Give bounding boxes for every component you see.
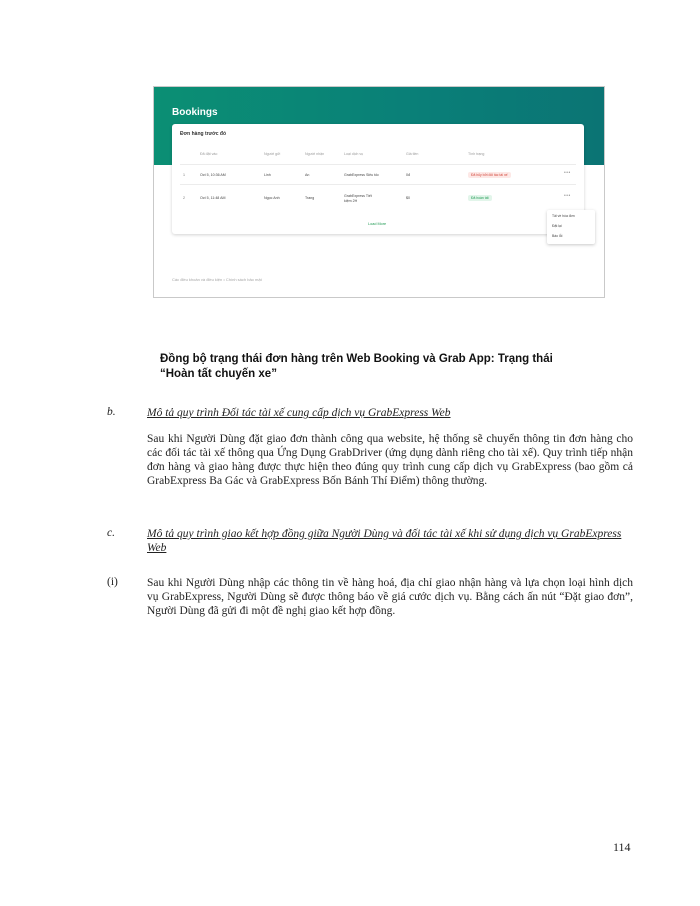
row-sender: Ngọc Anh (264, 196, 280, 200)
row-sender: Linh (264, 173, 271, 177)
footer-links[interactable]: Các điều khoản và điều kiện • Chính sách bảo mật (172, 277, 262, 282)
menu-item-rebook[interactable]: Đặt lại (552, 224, 562, 228)
figure-caption: Đồng bộ trạng thái đơn hàng trên Web Booking và Grab App: Trạng thái “Hoàn tất chuyến xe” (160, 353, 553, 380)
column-status: Tình trạng (468, 152, 485, 156)
section-b-marker: b. (107, 406, 116, 418)
page-number: 114 (613, 840, 631, 854)
booking-screenshot (153, 86, 605, 298)
row-actions-menu (547, 210, 595, 244)
row-actions-button[interactable]: ••• (564, 170, 571, 176)
item-i-paragraph: Sau khi Người Dùng nhập các thông tin về hàng hoá, địa chỉ giao nhận hàng và lựa chọn loại hình dịch vụ GrabExpress, Người Dùng sẽ được thông báo về giá cước dịch vụ. Bằng cách ấn nút “Đặt giao đơn”, Người Dùng đã gửi đi một đề nghị giao kết hợp đồng. (147, 577, 633, 617)
section-b-heading: Mô tả quy trình Đối tác tài xế cung cấp dịch vụ GrabExpress Web (147, 407, 451, 419)
menu-item-download-invoice[interactable]: Tải về hóa đơn (552, 214, 575, 218)
status-badge: Đã hủy bởi đối tác tài xế (468, 172, 511, 178)
column-booked-at: Đã đặt vào (200, 152, 218, 156)
row-price: 0đ (406, 173, 410, 177)
row-index: 1 (183, 173, 185, 177)
row-actions-button[interactable]: ••• (564, 193, 571, 199)
row-index: 2 (183, 196, 185, 200)
row-receiver: Trang (305, 196, 315, 200)
section-b-paragraph: Sau khi Người Dùng đặt giao đơn thành công qua website, hệ thống sẽ chuyển thông tin đơn hàng cho các đối tác tài xế thông qua Ứng Dụng GrabDriver (ứng dụng dành riêng cho tài xế). Quy trình tiếp nhận đơn hàng và giao hàng được thực hiện theo đúng quy trình cung cấp dịch vụ GrabExpress (bao gồm cả GrabExpress Ba Gác và GrabExpress Bốn Bánh Thí Điểm) thông thường. (147, 433, 633, 487)
column-service: Loại dịch vụ (344, 152, 364, 156)
previous-orders-card (172, 124, 584, 234)
row-booked-at: Oct 5, 10:36 AM (200, 173, 226, 177)
row-receiver: An (305, 173, 310, 177)
row-price: $0 (406, 196, 410, 200)
row-service: GrabExpress Siêu tốc (344, 173, 379, 177)
row-divider (180, 164, 576, 165)
row-divider (180, 184, 576, 185)
column-sender: Người gửi (264, 152, 281, 156)
row-service: GrabExpress Tiết kiệm 2H (344, 194, 372, 203)
menu-item-report-issue[interactable]: Báo lỗi (552, 234, 563, 238)
section-c-heading: Mô tả quy trình giao kết hợp đồng giữa Người Dùng và đối tác tài xế khi sử dụng dịch vụ GrabExpress Web (147, 528, 622, 554)
column-receiver: Người nhận (305, 152, 325, 156)
section-c-marker: c. (107, 527, 115, 539)
status-badge: Đã hoàn tất (468, 195, 492, 201)
item-i-marker: (i) (107, 576, 118, 588)
card-title: Đơn hàng trước đó (180, 131, 227, 137)
column-price: Giá tiền (406, 152, 419, 156)
load-more-button[interactable]: Load More (368, 222, 387, 226)
row-booked-at: Oct 5, 11:48 AM (200, 196, 226, 200)
bookings-title: Bookings (172, 107, 218, 118)
